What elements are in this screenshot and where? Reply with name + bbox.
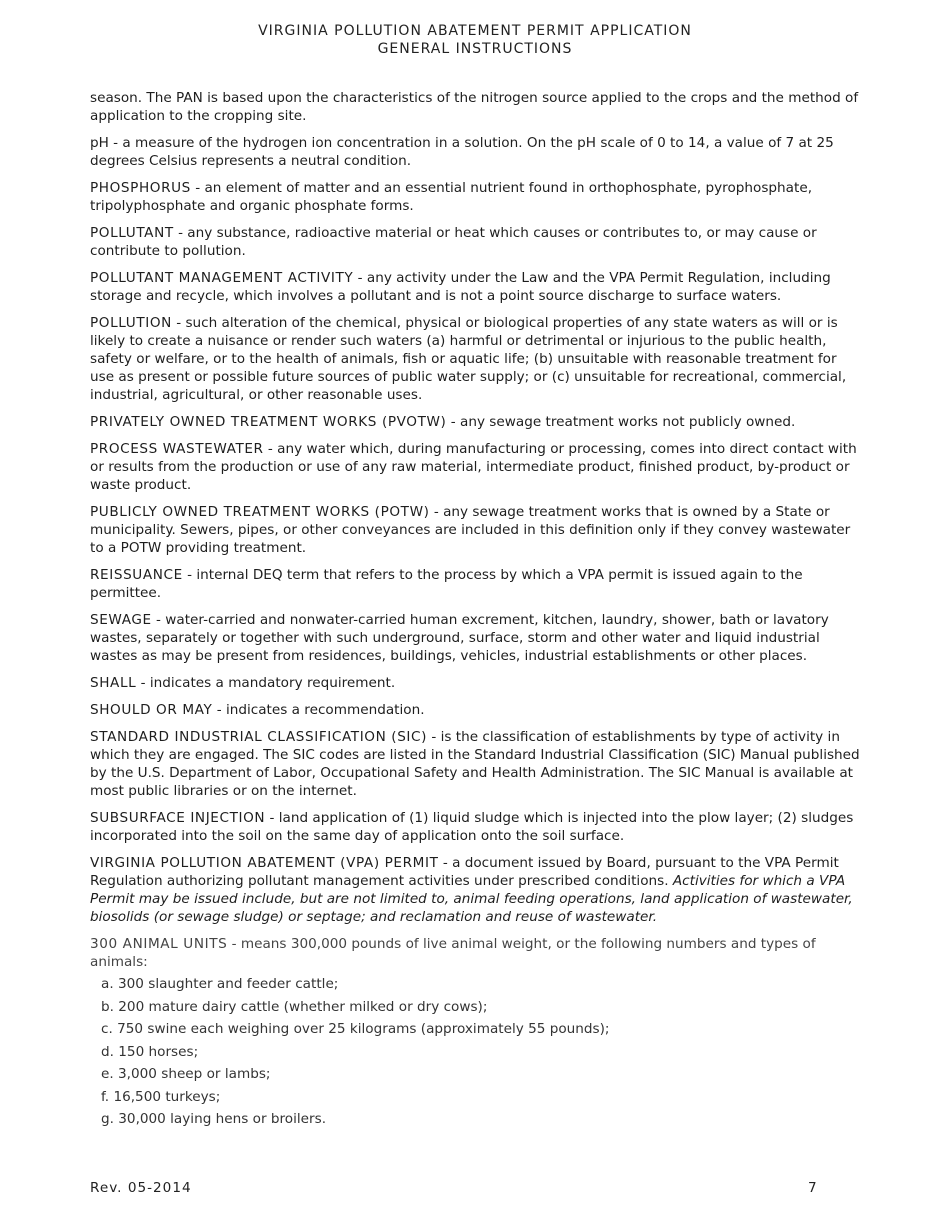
definition-text: - water-carried and nonwater-carried human excrement, kitchen, laundry, shower, bath or lavatory wastes, separately or together with such underground, surface, storm and other water and liquid industrial wastes as may be present from residences, buildings, vehicles, industrial establishments or other places. <box>90 612 829 664</box>
list-item: g. 30,000 laying hens or broilers. <box>101 1111 327 1127</box>
definition-term: PRIVATELY OWNED TREATMENT WORKS (PVOTW) <box>90 414 447 430</box>
definition-text: - means 300,000 pounds of live animal weight, or the following numbers and types of animals: <box>90 936 816 970</box>
definition-ph <box>90 134 862 170</box>
definition-text: - is the classification of establishments by type of activity in which they are engaged. The SIC codes are listed in the Standard Industrial Classification (SIC) Manual published by the U.S. Department of Labor, Occupational Safety and Health Administration. The SIC Manual is available at most public libraries or on the internet. <box>90 729 860 799</box>
definition-text: - any activity under the Law and the VPA Permit Regulation, including storage and recycle, which involves a pollutant and is not a point source discharge to surface waters. <box>90 270 831 304</box>
footer-revision: Rev. 05-2014 <box>90 1180 192 1196</box>
list-item: b. 200 mature dairy cattle (whether milked or dry cows); <box>101 998 488 1015</box>
page-header <box>0 22 950 58</box>
definition-text: - any sewage treatment works that is owned by a State or municipality. Sewers, pipes, or other conveyances are included in this definition only if they convey wastewater to a POTW providing treatment. <box>90 504 851 556</box>
definition-pollutant-management-activity <box>90 269 862 305</box>
definition-term: POLLUTION <box>90 315 172 331</box>
document-body <box>90 89 862 1133</box>
definition-term: POLLUTANT MANAGEMENT ACTIVITY <box>90 270 354 286</box>
definition-term: 300 ANIMAL UNITS <box>90 936 228 952</box>
footer-page-number: 7 <box>808 1180 817 1196</box>
definition-pvotw <box>90 413 862 431</box>
definition-text: - land application of (1) liquid sludge which is injected into the plow layer; (2) sludges incorporated into the soil on the same day of application onto the soil surface. <box>90 810 854 844</box>
definition-potw <box>90 503 862 557</box>
definition-shall <box>90 674 862 692</box>
header-subtitle: GENERAL INSTRUCTIONS <box>377 41 573 57</box>
definition-reissuance <box>90 566 862 602</box>
definition-text: - such alteration of the chemical, physical or biological properties of any state waters as will or is likely to create a nuisance or render such waters (a) harmful or detrimental or injurious to the public health, safety or welfare, or to the health of animals, fish or aquatic life; (b) unsuitable with reasonable treatment for use as present or possible future sources of public water supply; or (c) unsuitable for recreational, commercial, industrial, agricultural, or other reasonable uses. <box>90 315 847 403</box>
definition-term: PROCESS WASTEWATER <box>90 441 264 457</box>
definition-sic <box>90 728 862 800</box>
definition-text: - an element of matter and an essential nutrient found in orthophosphate, pyrophosphate, tripolyphosphate and organic phosphate forms. <box>90 180 813 214</box>
definition-vpa-permit <box>90 854 862 926</box>
definition-phosphorus <box>90 179 862 215</box>
definition-term: PUBLICLY OWNED TREATMENT WORKS (POTW) <box>90 504 430 520</box>
definition-term: SHOULD OR MAY <box>90 702 213 718</box>
definition-term: PHOSPHORUS <box>90 180 191 196</box>
definition-text: - any sewage treatment works not publicly owned. <box>446 414 796 430</box>
definition-text: - a measure of the hydrogen ion concentration in a solution. On the pH scale of 0 to 14, a value of 7 at 25 degrees Celsius represents a neutral condition. <box>90 135 834 169</box>
definition-term: SHALL <box>90 675 137 691</box>
definition-term: SEWAGE <box>90 612 152 628</box>
definition-text: - internal DEQ term that refers to the process by which a VPA permit is issued again to the permittee. <box>90 567 803 601</box>
definition-300-animal-units <box>90 935 862 971</box>
header-title: VIRGINIA POLLUTION ABATEMENT PERMIT APPLICATION <box>258 23 692 39</box>
definition-text: - a document issued by Board, pursuant to the VPA Permit Regulation authorizing pollutant management activities under prescribed conditions. <box>90 855 839 889</box>
list-item: f. 16,500 turkeys; <box>101 1088 221 1105</box>
list-item: c. 750 swine each weighing over 25 kilograms (approximately 55 pounds); <box>101 1021 610 1037</box>
definition-term: SUBSURFACE INJECTION <box>90 810 266 826</box>
definition-process-wastewater <box>90 440 862 494</box>
definition-text: - any water which, during manufacturing or processing, comes into direct contact with or results from the production or use of any raw material, intermediate product, finished product, by-product or waste product. <box>90 441 857 493</box>
definition-pollutant <box>90 224 862 260</box>
paragraph-season <box>90 89 862 125</box>
definition-term: POLLUTANT <box>90 225 174 241</box>
definition-term: VIRGINIA POLLUTION ABATEMENT (VPA) PERMIT <box>90 855 439 871</box>
list-item: d. 150 horses; <box>101 1043 199 1060</box>
list-item: a. 300 slaughter and feeder cattle; <box>101 976 339 992</box>
list-item: e. 3,000 sheep or lambs; <box>101 1066 271 1082</box>
definition-subsurface-injection <box>90 809 862 845</box>
definition-should-or-may <box>90 701 862 719</box>
definition-text: - indicates a recommendation. <box>212 702 425 718</box>
definition-italic-note: Activities for which a VPA Permit may be issued include, but are not limited to, animal feeding operations, land application of wastewater, biosolids (or sewage sludge) or septage; and reclamation and reuse of wastewater. <box>90 873 853 925</box>
definition-text: - indicates a mandatory requirement. <box>136 675 396 691</box>
definition-text: season. The PAN is based upon the characteristics of the nitrogen source applied to the crops and the method of application to the cropping site. <box>90 90 859 124</box>
animal-units-list <box>90 975 862 1128</box>
definition-pollution <box>90 314 862 404</box>
definition-term: STANDARD INDUSTRIAL CLASSIFICATION (SIC) <box>90 729 428 745</box>
definition-term: REISSUANCE <box>90 567 183 583</box>
definition-term: pH <box>90 135 109 151</box>
definition-sewage <box>90 611 862 665</box>
definition-text: - any substance, radioactive material or heat which causes or contributes to, or may cause or contribute to pollution. <box>90 225 817 259</box>
